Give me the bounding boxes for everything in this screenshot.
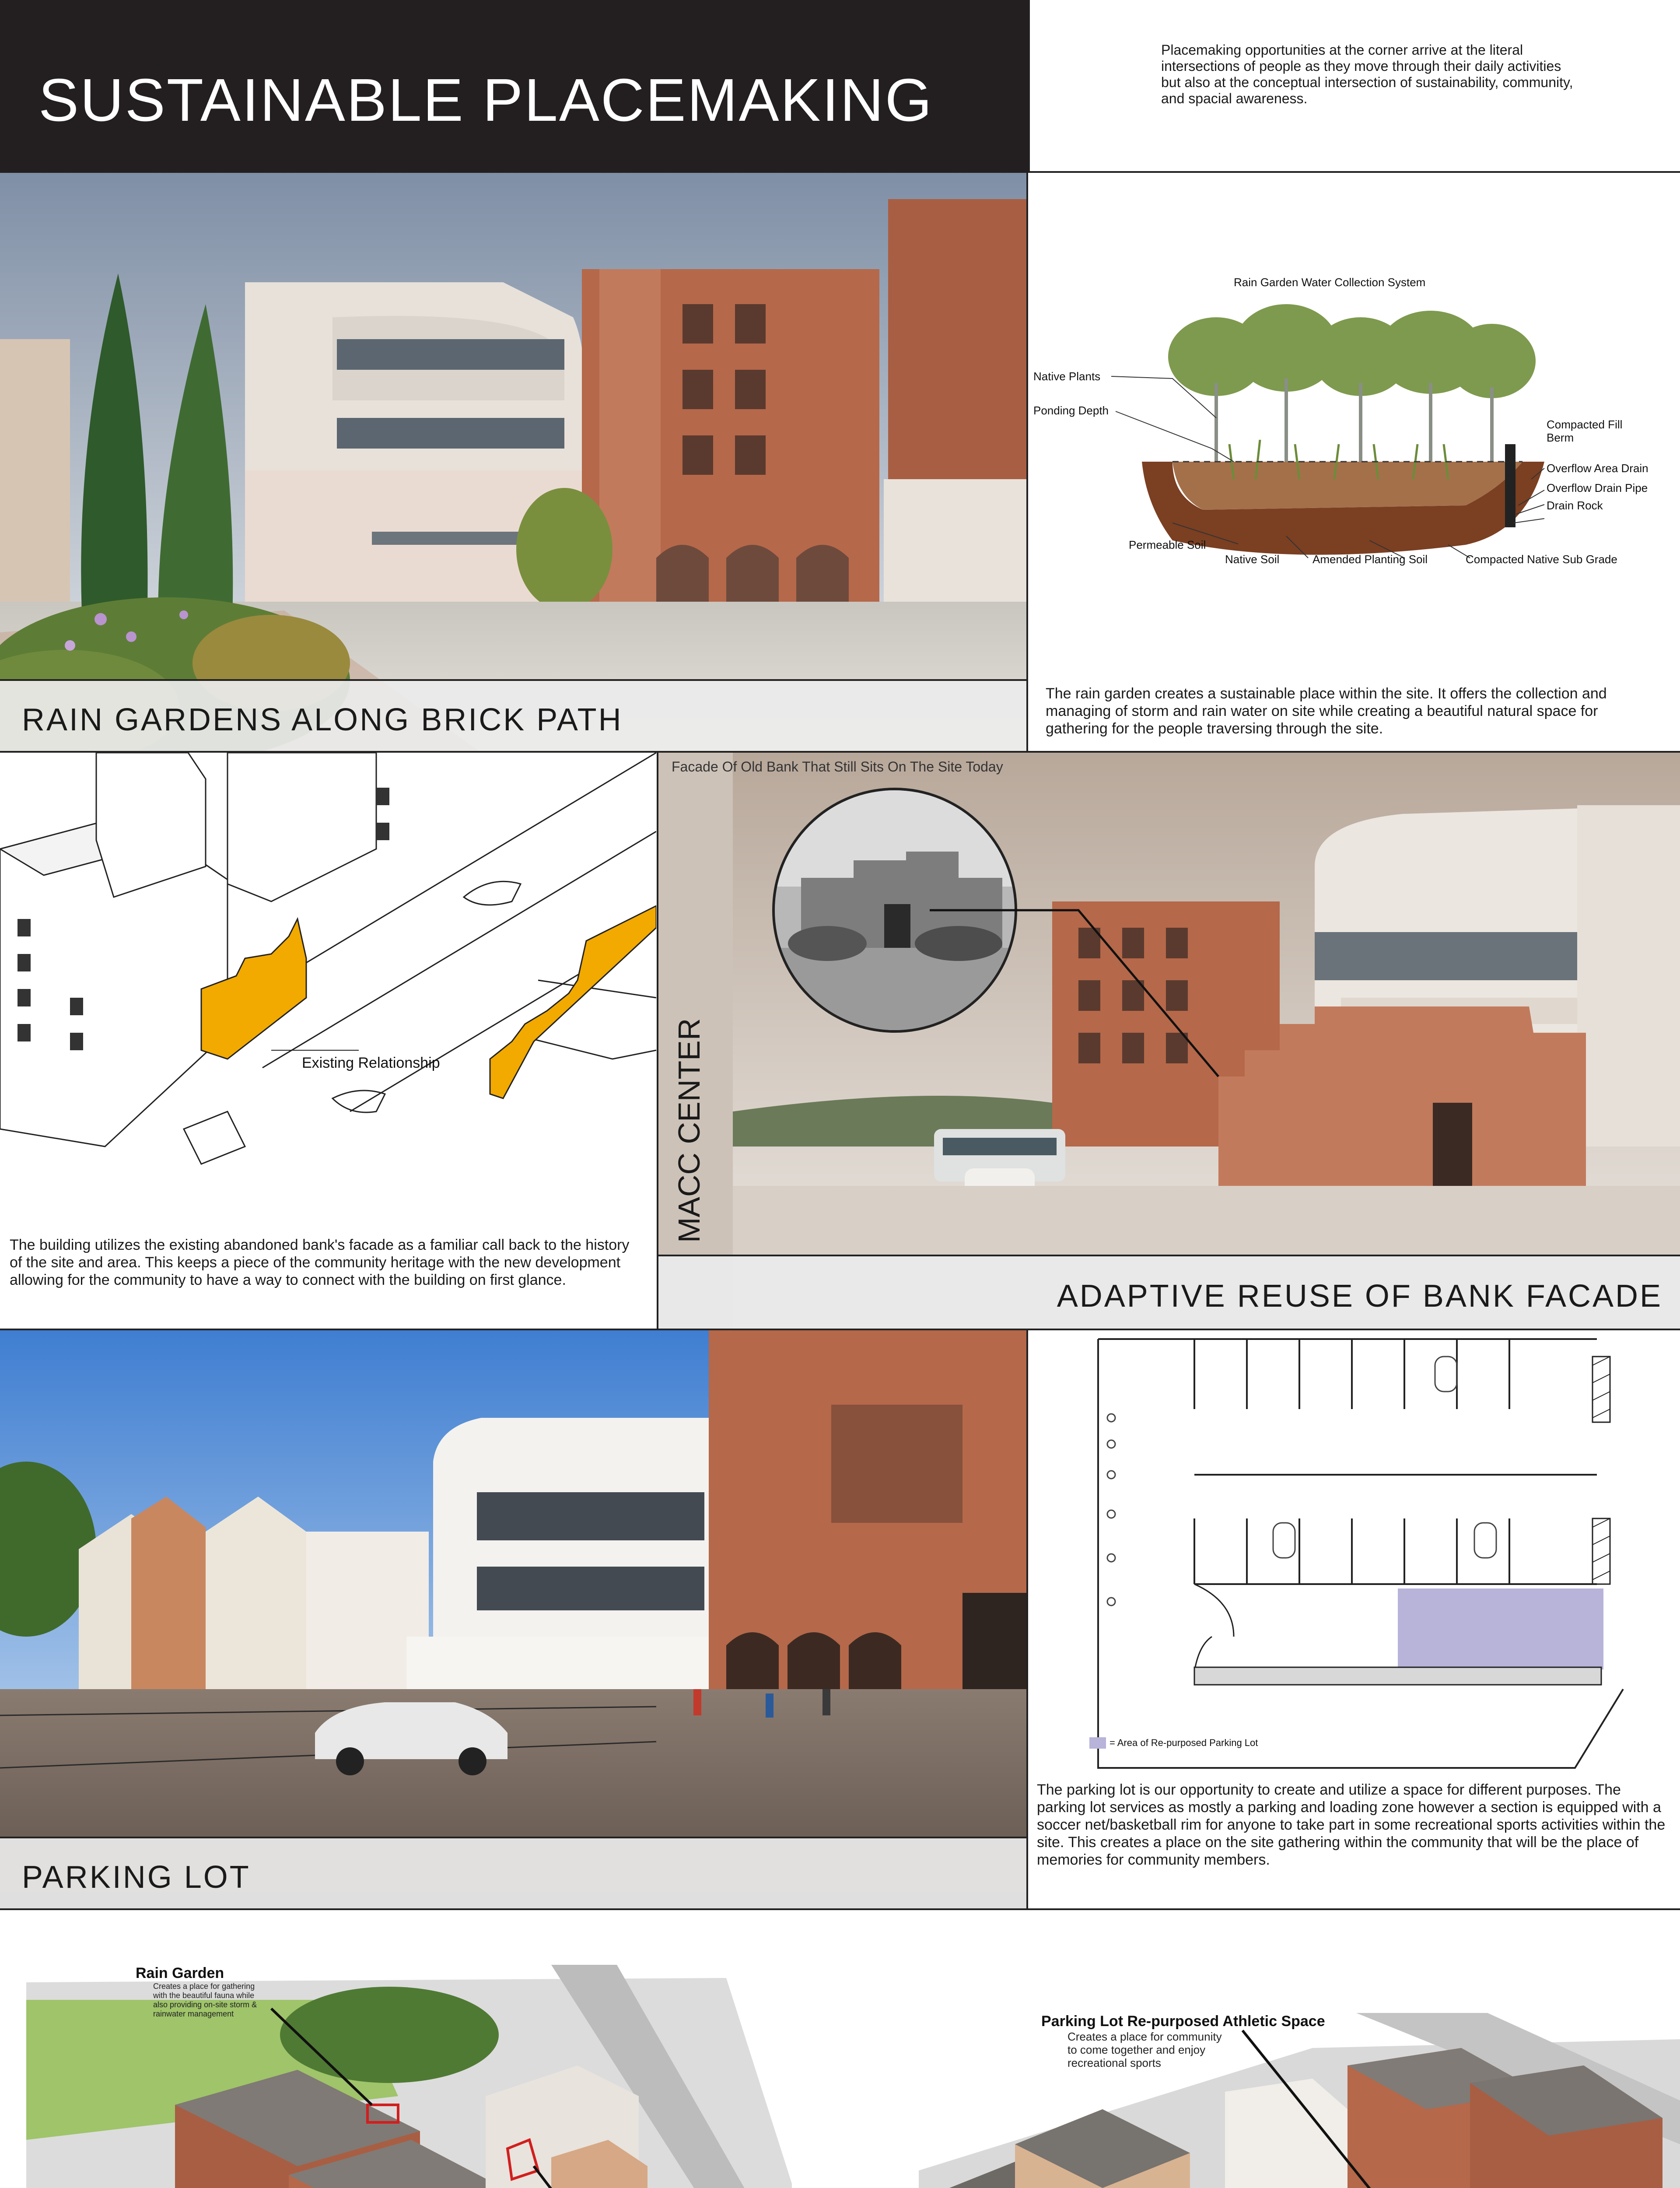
parking-caption-bar <box>0 1837 1026 1908</box>
intro-text: Placemaking opportunities at the corner arrive at the literal intersections of people as they move through their daily activities but also at the conceptual intersection of sustainability, community, and spacial awareness. <box>1161 42 1573 106</box>
label-drain-rock: Drain Rock <box>1547 499 1603 512</box>
label-compacted-native-sub-grade: Compacted Native Sub Grade <box>1466 553 1617 566</box>
parking-lot-illustration <box>0 1330 1028 1910</box>
label-native-plants: Native Plants <box>1033 370 1101 383</box>
rain-garden-caption: RAIN GARDENS ALONG BRICK PATH <box>22 702 623 737</box>
legend-text: = Area of Re-purposed Parking Lot <box>1110 1737 1258 1748</box>
rain-garden-illustration <box>0 173 1028 753</box>
rain-garden-caption-bar <box>0 679 1026 751</box>
label-ponding-depth: Ponding Depth <box>1033 404 1109 417</box>
existing-relationship-label: Existing Relationship <box>302 1055 440 1071</box>
old-bank-photo-caption: Facade Of Old Bank That Still Sits On The Site Today <box>672 759 1003 775</box>
rain-garden-render <box>0 173 1028 753</box>
rain-garden-annotation-title: Rain Garden <box>136 1965 224 1981</box>
diagram-title: Rain Garden Water Collection System <box>1234 276 1426 289</box>
bank-facade-description: The building utilizes the existing abandoned bank's facade as a familiar call back to the history of the site and area. This keeps a piece of the community heritage with the new development allowing for the community to have a way to connect with the building on first glance. <box>10 1237 630 1288</box>
macc-center-label: MACC CENTER <box>672 1018 706 1243</box>
label-amended-planting-soil: Amended Planting Soil <box>1312 553 1428 566</box>
aerial-view-left <box>26 1965 792 2188</box>
rain-garden-diagram-box <box>1028 173 1680 753</box>
aerial-view-right <box>919 2013 1680 2188</box>
parking-description: The parking lot is our opportunity to create and utilize a space for different purposes. The parking lot services as mostly a parking and loading zone however a section is equipped with a soccer net/basketball rim for anyone to take part in some recreational sports activities within the site. This creates a place on the site gathering within the community that will be the place of memories for community members. <box>1037 1781 1666 1868</box>
parking-caption: PARKING LOT <box>22 1860 251 1895</box>
parking-lot-plan <box>1028 1330 1680 1777</box>
axon-diagram-box <box>0 753 658 1330</box>
label-permeable-soil: Permeable Soil <box>1129 538 1206 551</box>
repurposed-area <box>1398 1588 1603 1669</box>
athletic-annotation <box>1041 2013 1356 2069</box>
rain-garden-description: The rain garden creates a sustainable place within the site. It offers the collection and managing of storm and rain water on site while creating a beautiful natural space for gathering for the people traversing through the site. <box>1046 685 1607 737</box>
label-overflow-area-drain: Overflow Area Drain <box>1547 462 1648 475</box>
label-berm: Berm <box>1547 431 1574 444</box>
athletic-annotation-text: Creates a place for community to come together and enjoy recreational sports <box>1068 2030 1222 2069</box>
label-compacted-fill: Compacted Fill <box>1547 418 1623 431</box>
legend-swatch <box>1089 1737 1106 1749</box>
athletic-annotation-title: Parking Lot Re-purposed Athletic Space <box>1041 2013 1325 2030</box>
label-overflow-drain-pipe: Overflow Drain Pipe <box>1547 481 1648 494</box>
parking-plan-box <box>1028 1330 1680 1910</box>
parking-lot-render <box>0 1330 1028 1910</box>
existing-relationship-axon <box>0 753 656 1190</box>
bank-facade-render <box>658 753 1680 1330</box>
bank-facade-caption-bar <box>658 1255 1680 1329</box>
rain-garden-annotation-text: Creates a place for gathering with the beautiful fauna while also providing on-site storm & rainwater management <box>153 1982 257 2018</box>
photo-leader-line <box>658 753 1680 1330</box>
reused-facade-shape <box>490 906 656 1098</box>
header-title-block <box>0 0 1028 173</box>
page-title: SUSTAINABLE PLACEMAKING <box>38 67 934 134</box>
bank-facade-caption: ADAPTIVE REUSE OF BANK FACADE <box>1057 1279 1662 1314</box>
rain-garden-annotation <box>136 1965 258 2019</box>
intro-box <box>1028 0 1680 173</box>
label-native-soil: Native Soil <box>1225 553 1280 566</box>
